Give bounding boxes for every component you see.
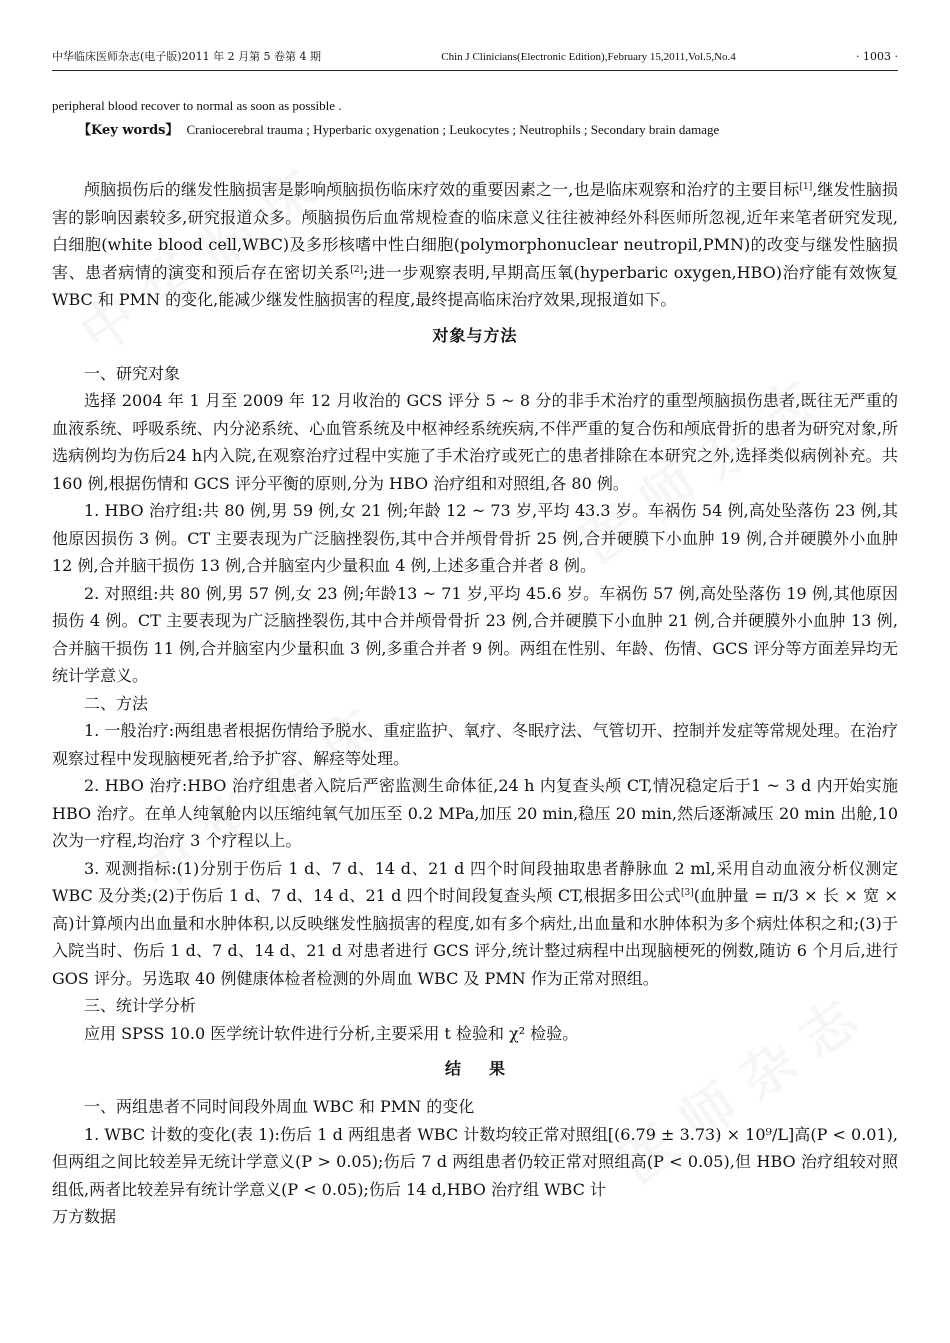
keywords-label: 【Key words】 xyxy=(78,123,179,138)
reference-marker: [2] xyxy=(350,264,364,275)
article-body xyxy=(52,176,898,1231)
abstract-end: peripheral blood recover to normal as soon as possible . xyxy=(52,98,342,113)
subsection-heading: 三、统计学分析 xyxy=(84,996,197,1015)
keywords-line xyxy=(78,122,719,139)
observation-text-1: 3. 观测指标:(1)分别于伤后 1 d、7 d、14 d、21 d 四个时间段抽取患者静脉血 2 ml,采用自动血液分析仪测定 WBC 及分类;(2)于伤后 1 d、7 d、14 d、21 d 四个时间段复查头颅 CT,根据多田公式 xyxy=(52,858,898,905)
observation-text-2: (血肿量 = π/3 × 长 × 宽 × 高)计算颅内出血量和水肿体积,以反映继发性脑损害的程度,如有多个病灶,出血量和水肿体积为多个病灶体积之和;(3)于入院当时、伤后 1 d、7 d、14 d、21 d 对患者进行 GCS 评分,统计整过病程中出现脑梗死的例数,随访 6 个月后,进行 GOS 评分。另选取 40 例健康体检者检测的外周血 WBC 及 PMN 作为正常对照组。 xyxy=(52,886,898,988)
keywords-items: Craniocerebral trauma ; Hyperbaric oxygenation ; Leukocytes ; Neutrophils ; Secondary brain damage xyxy=(186,122,720,137)
subsection-heading: 一、研究对象 xyxy=(84,363,181,383)
source-watermark-text: 万方数据 xyxy=(52,1207,117,1226)
subsection-heading: 二、方法 xyxy=(84,693,149,713)
paragraph-hbo-treatment: 2. HBO 治疗:HBO 治疗组患者入院后严密监测生命体征,24 h 内复查头颅 CT,情况稳定后于1 ~ 3 d 内开始实施 HBO 治疗。在单人纯氧舱内以压缩纯氧气加压至 0.2 MPa,加压 20 min,稳压 20 min,然后逐渐减压 20 min 出舱,10 次为一疗程,均治疗 3 个疗程以上。 xyxy=(52,776,898,850)
paragraph-general-treatment: 1. 一般治疗:两组患者根据伤情给予脱水、重症监护、氧疗、冬眠疗法、气管切开、控制并发症等常规处理。在治疗观察过程中发现脑梗死者,给予扩容、解痉等处理。 xyxy=(52,721,898,768)
paragraph-observation xyxy=(52,855,898,993)
running-header xyxy=(52,50,898,64)
paragraph-control-group: 2. 对照组:共 80 例,男 57 例,女 23 例;年龄13 ~ 71 岁,平均 45.6 岁。车祸伤 57 例,高处坠落伤 19 例,其他原因损伤 4 例。CT 主要表现为广泛脑挫裂伤,其中合并颅骨骨折 23 例,合并硬膜下小血肿 21 例,合并硬膜外小血肿 13 例,合并脑干损伤 11 例,合并脑室内少量积血 3 例,多重合并者 9 例。两组在性别、年龄、伤情、GCS 评分等方面差异均无统计学意义。 xyxy=(52,583,898,685)
header-page-number: · 1003 · xyxy=(856,50,898,63)
header-journal-cn: 中华临床医师杂志(电子版)2011 年 2 月第 5 卷第 4 期 xyxy=(52,50,322,63)
paragraph-statistics: 应用 SPSS 10.0 医学统计软件进行分析,主要采用 t 检验和 χ² 检验。 xyxy=(84,1023,579,1043)
intro-text-3: ;进一步观察表明,早期高压氧(hyperbaric oxygen,HBO)治疗能有效恢复 WBC 和 PMN 的变化,能减少继发性脑损害的程度,最终提高临床治疗效果,现报道如下。 xyxy=(52,262,898,309)
section-title-results: 结果 xyxy=(444,1059,533,1078)
reference-marker: [1] xyxy=(799,182,813,192)
intro-text-2: ,继发性脑损害的影响因素较多,研究报道众多。颅脑损伤后血常规检查的临床意义往往被神经外科医师所忽视,近年来笔者研究发现,白细胞(white blood cell,WBC)及多形核嗜中性白细胞(polymorphonuclear neutropil,PMN)的改变与继发性脑损害、患者病情的演变和预后存在密切关系 xyxy=(52,180,898,282)
paragraph-wbc-results: 1. WBC 计数的变化(表 1):伤后 1 d 两组患者 WBC 计数均较正常对照组[(6.79 ± 3.73) × 10⁹/L]高(P < 0.01),但两组之间比较差异无统计学意义(P > 0.05);伤后 7 d 两组患者仍较正常对照组高(P < 0.05),但 HBO 治疗组较对照组低,两者比较差异有统计学意义(P < 0.05);伤后 14 d,HBO 治疗组 WBC 计 xyxy=(52,1124,898,1199)
subsection-heading: 一、两组患者不同时间段外周血 WBC 和 PMN 的变化 xyxy=(84,1097,475,1116)
section-title-methods: 对象与方法 xyxy=(432,325,518,345)
intro-text-1: 颅脑损伤后的继发性脑损害是影响颅脑损伤临床疗效的重要因素之一,也是临床观察和治疗的主要目标 xyxy=(84,180,800,199)
header-journal-en: Chin J Clinicians(Electronic Edition),February 15,2011,Vol.5,No.4 xyxy=(441,51,736,63)
reference-marker: [3] xyxy=(680,888,694,898)
intro-paragraph xyxy=(52,176,898,314)
paragraph-hbo-group: 1. HBO 治疗组:共 80 例,男 59 例,女 21 例;年龄 12 ~ 73 岁,平均 43.3 岁。车祸伤 54 例,高处坠落伤 23 例,其他原因损伤 3 例。CT 主要表现为广泛脑挫裂伤,其中合并颅骨骨折 25 例,合并硬膜下小血肿 19 例,合并硬膜外小血肿 12 例,合并脑干损伤 13 例,合并脑室内少量积血 4 例,上述多重合并者 8 例。 xyxy=(52,501,898,575)
header-rule xyxy=(52,70,898,71)
paragraph-subjects: 选择 2004 年 1 月至 2009 年 12 月收治的 GCS 评分 5 ~ 8 分的非手术治疗的重型颅脑损伤患者,既往无严重的血液系统、呼吸系统、内分泌系统、心血管系统及中枢神经系统疾病,不伴严重的复合伤和颅底骨折的患者为研究对象,所选病例均为伤后24 h内入院,在观察治疗过程中实施了手术治疗或死亡的患者排除在本研究之外,选择类似病例补充。共 160 例,根据伤情和 GCS 评分平衡的原则,分为 HBO 治疗组和对照组,各 80 例。 xyxy=(52,391,898,493)
